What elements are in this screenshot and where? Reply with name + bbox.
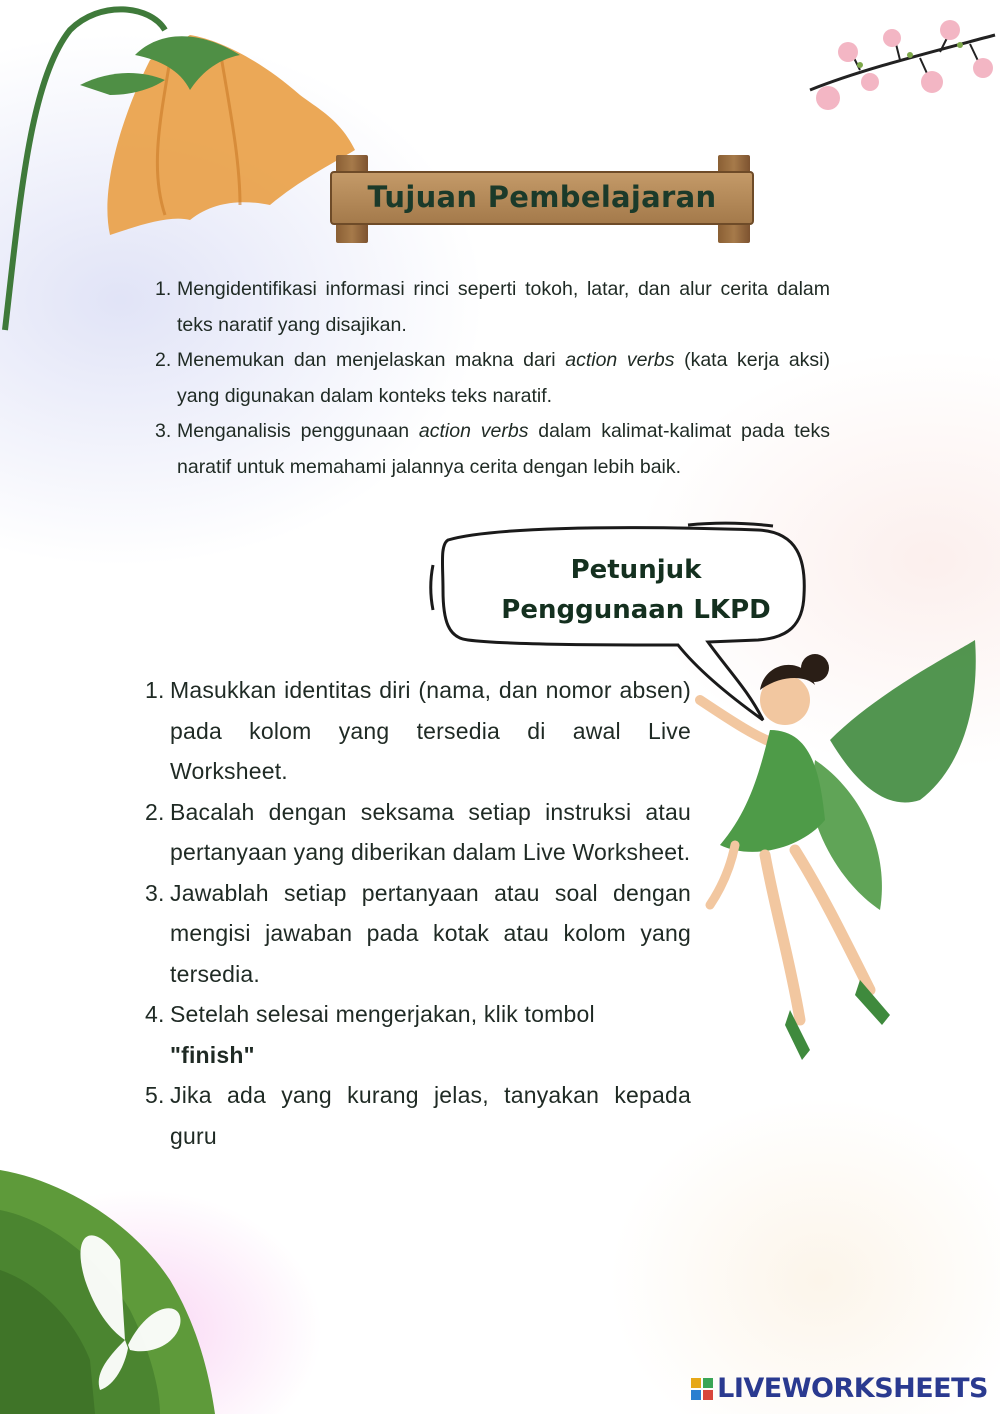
item-text: dalam kalimat-kalimat pada teks naratif untuk memahami jalannya cerita dengan lebih baik. [177, 420, 831, 478]
list-item [155, 272, 830, 343]
list-item [155, 414, 830, 485]
list-item [155, 343, 830, 414]
item-number: 1. [145, 677, 165, 703]
item-number: 3. [155, 420, 172, 442]
liveworksheets-logo [691, 1373, 988, 1404]
list-item [145, 873, 691, 995]
item-text: Jawablah setiap pertanyaan atau soal dengan mengisi jawaban pada kotak atau kolom yang tersedia. [170, 879, 691, 987]
list-item [145, 670, 691, 792]
logo-badge-icon [691, 1378, 713, 1400]
cherry-blossom-branch-icon [800, 10, 1000, 115]
list-item [145, 994, 691, 1075]
item-number: 2. [155, 349, 172, 371]
fairy-illustration [690, 630, 990, 1070]
item-number: 2. [145, 798, 165, 825]
item-text: Menganalisis penggunaan [177, 420, 419, 442]
objectives-list [155, 272, 830, 485]
item-number: 3. [145, 879, 165, 906]
list-item [145, 1075, 691, 1156]
item-text: Mengidentifikasi informasi rinci seperti tokoh, latar, dan alur cerita dalam teks naratif yang disajikan. [177, 278, 830, 336]
item-italic: action verbs [565, 349, 675, 371]
item-text: Setelah selesai mengerjakan, klik tombol [170, 1001, 595, 1027]
item-number: 5. [145, 1082, 165, 1108]
item-number: 4. [145, 1001, 165, 1027]
list-item [145, 792, 691, 873]
bubble-line: Penggunaan LKPD [501, 595, 771, 625]
finish-keyword: "finish" [170, 1041, 255, 1068]
item-number: 1. [155, 278, 172, 300]
item-text: Bacalah dengan seksama setiap instruksi atau pertanyaan yang diberikan dalam Live Worksheet. [170, 798, 691, 865]
item-text: Masukkan identitas diri (nama, dan nomor absen) pada kolom yang tersedia di awal Live Worksheet. [170, 677, 691, 784]
item-text: (kata kerja aksi) yang digunakan dalam konteks teks naratif. [177, 349, 831, 407]
instructions-list [145, 670, 691, 1156]
item-text: Menemukan dan menjelaskan makna dari [177, 349, 566, 371]
page-title: Tujuan Pembelajaran [367, 180, 717, 214]
item-text: Jika ada yang kurang jelas, tanyakan kepada guru [170, 1082, 691, 1149]
bubble-line: Petunjuk [570, 555, 702, 585]
grass-illustration [0, 1150, 300, 1414]
bubble-heading [476, 550, 796, 630]
title-sign [322, 155, 762, 245]
logo-text: LIVEWORKSHEETS [717, 1373, 988, 1404]
item-italic: action verbs [418, 420, 529, 442]
